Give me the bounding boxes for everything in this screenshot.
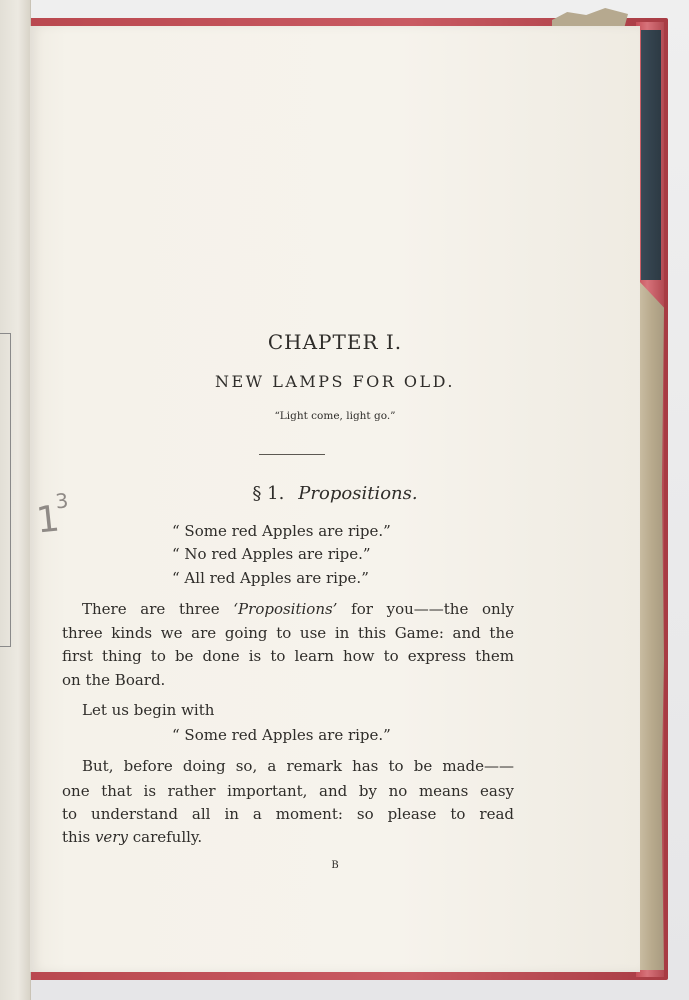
- chapter-epigraph: “Light come, light go.”: [274, 410, 396, 422]
- paragraph-line: [62, 828, 514, 846]
- quote-line: “ No red Apples are ripe.”: [172, 545, 371, 563]
- pencil-annotation-superscript: 3: [54, 488, 68, 514]
- paragraph-text: for you——the only: [337, 600, 514, 618]
- paragraph-text: carefully.: [127, 828, 203, 846]
- quote-line: “ Some red Apples are ripe.”: [172, 726, 391, 744]
- chapter-subtitle: NEW LAMPS FOR OLD.: [214, 372, 456, 391]
- quote-line: “ All red Apples are ripe.”: [172, 569, 369, 587]
- pencil-annotation-number: 1: [34, 498, 60, 542]
- paragraph-line: first thing to be done is to learn how to express them: [62, 647, 514, 665]
- pencil-annotation: [33, 488, 70, 541]
- section-number: § 1.: [252, 483, 285, 504]
- section-divider: [259, 454, 325, 455]
- section-heading: [30, 483, 640, 504]
- signature-mark: B: [331, 860, 339, 871]
- torn-corner: [552, 8, 628, 28]
- paragraph-text: There are three: [82, 600, 234, 618]
- paragraph-text: this: [62, 828, 95, 846]
- emphasis-text: ‘Propositions’: [233, 600, 338, 618]
- torn-page-edges: [638, 280, 664, 970]
- facing-page: [0, 0, 31, 1000]
- paragraph-line: three kinds we are going to use in this Game: and the: [62, 624, 514, 642]
- chapter-title: CHAPTER I.: [267, 330, 403, 354]
- emphasis-text: very: [94, 828, 128, 846]
- paragraph-line: Let us begin with: [82, 701, 215, 719]
- facing-page-frame: [0, 333, 11, 647]
- paragraph-line: But, before doing so, a remark has to be made——: [82, 757, 514, 775]
- paragraph-line: on the Board.: [62, 671, 166, 689]
- paragraph-line: one that is rather important, and by no means easy: [62, 782, 514, 800]
- printed-page: [30, 26, 640, 972]
- cover-spine-strip: [641, 30, 661, 280]
- paragraph-line: to understand all in a moment: so please to read: [62, 805, 514, 823]
- paragraph-line: [82, 600, 514, 618]
- section-title: Propositions.: [298, 483, 418, 504]
- quote-line: “ Some red Apples are ripe.”: [172, 522, 391, 540]
